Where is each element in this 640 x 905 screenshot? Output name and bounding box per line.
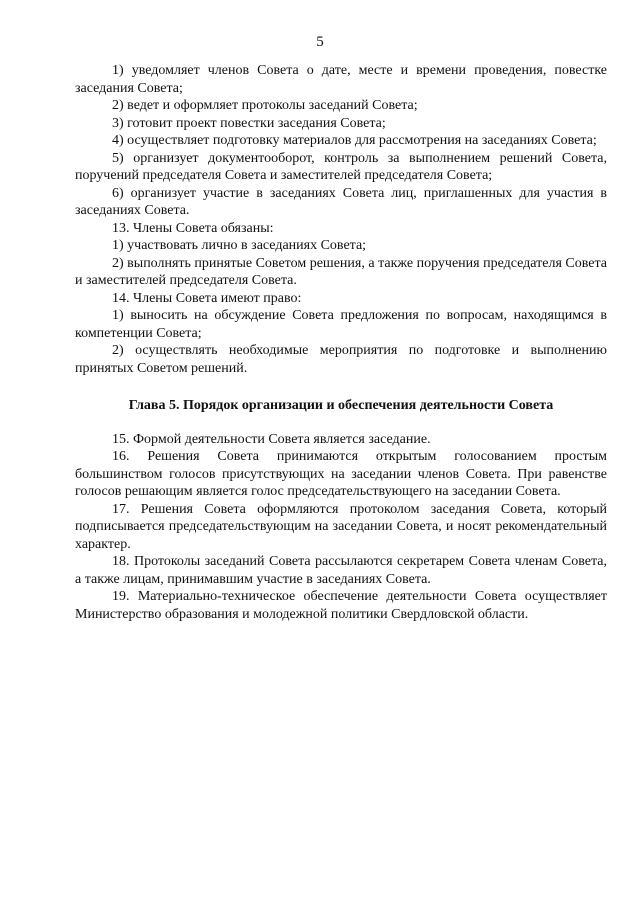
page-number: 5 bbox=[316, 34, 324, 50]
paragraph-item-16: 16. Решения Совета принимаются открытым голосованием простым большинством голосов присутствующих на заседании членов Совета. При равенстве голосов решающим является голос председательствующего на заседании Совета. bbox=[75, 449, 607, 499]
document-body bbox=[75, 62, 607, 623]
paragraph-item-15: 15. Формой деятельности Совета является заседание. bbox=[112, 431, 431, 447]
paragraph-secretary-duty-5: 5) организует документооборот, контроль за выполнением решений Совета, поручений председателя Совета и заместителей председателя Совета; bbox=[75, 150, 607, 183]
paragraph-secretary-duty-4: 4) осуществляет подготовку материалов для рассмотрения на заседаниях Совета; bbox=[112, 133, 597, 148]
paragraph-secretary-duty-6: 6) организует участие в заседаниях Совета лиц, приглашенных для участия в заседаниях Совета. bbox=[75, 185, 607, 218]
chapter-heading: Глава 5. Порядок организации и обеспечения деятельности Совета bbox=[128, 398, 554, 413]
paragraph-member-right-1: 1) выносить на обсуждение Совета предложения по вопросам, находящимся в компетенции Совета; bbox=[75, 308, 607, 341]
paragraph-secretary-duty-3: 3) готовит проект повестки заседания Совета; bbox=[112, 115, 386, 131]
paragraph-secretary-duty-1: 1) уведомляет членов Совета о дате, месте и времени проведения, повестке заседания Совета; bbox=[75, 63, 607, 96]
paragraph-secretary-duty-2: 2) ведет и оформляет протоколы заседаний Совета; bbox=[112, 98, 418, 113]
paragraph-member-obligation-1: 1) участвовать лично в заседаниях Совета; bbox=[112, 238, 367, 253]
paragraph-member-obligation-2: 2) выполнять принятые Советом решения, а также поручения председателя Совета и заместителей председателя Совета. bbox=[75, 255, 607, 288]
paragraph-item-14: 14. Члены Совета имеют право: bbox=[112, 290, 302, 306]
paragraph-item-18: 18. Протоколы заседаний Совета рассылаются секретарем Совета членам Совета, а также лицам, принимавшим участие в заседаниях Совета. bbox=[75, 554, 607, 587]
paragraph-item-13: 13. Члены Совета обязаны: bbox=[112, 220, 274, 236]
paragraph-item-19: 19. Материально-техническое обеспечение деятельности Совета осуществляет Министерство образования и молодежной политики Свердловской области. bbox=[75, 589, 607, 622]
paragraph-item-17: 17. Решения Совета оформляются протоколом заседания Совета, который подписывается председательствующим на заседании Совета, и носят рекомендательный характер. bbox=[75, 501, 607, 552]
paragraph-member-right-2: 2) осуществлять необходимые мероприятия по подготовке и выполнению принятых Советом решений. bbox=[75, 343, 607, 376]
